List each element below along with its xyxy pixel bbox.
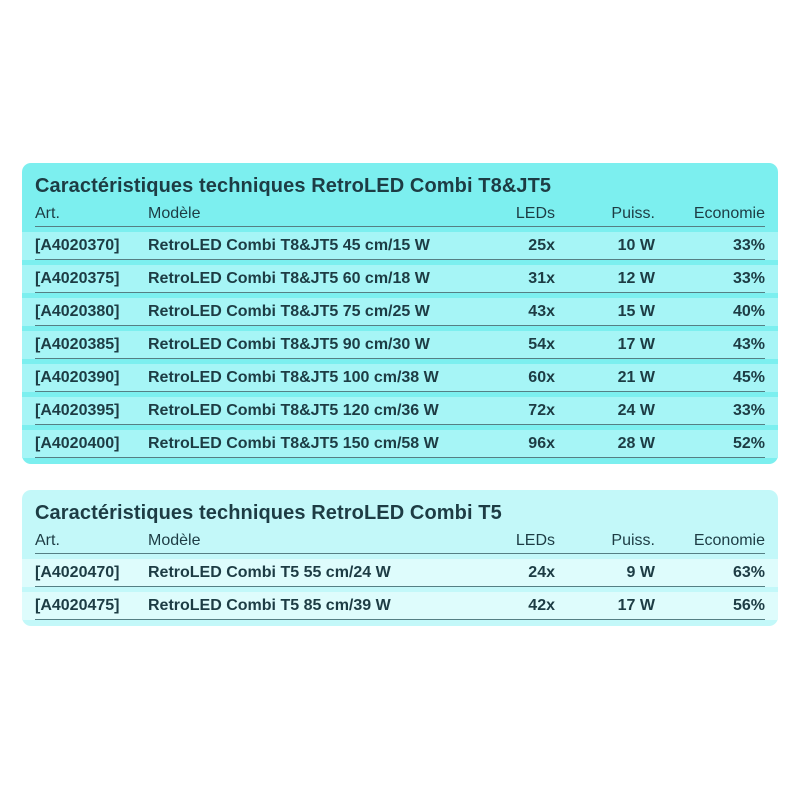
cell-model: RetroLED Combi T8&JT5 75 cm/25 W [148, 303, 430, 320]
cell-model: RetroLED Combi T8&JT5 100 cm/38 W [148, 369, 439, 386]
table-row [22, 298, 778, 326]
cell-eco: 43% [732, 336, 765, 353]
table-row [22, 559, 778, 587]
cell-leds: 42x [528, 597, 555, 614]
table-body [35, 559, 765, 620]
column-header-economie: Economie [693, 532, 765, 549]
cell-leds: 31x [528, 270, 555, 287]
table-row [22, 430, 778, 458]
cell-leds: 43x [528, 303, 555, 320]
cell-art: [A4020385] [35, 336, 120, 353]
table-body [35, 232, 765, 458]
cell-art: [A4020470] [35, 564, 120, 581]
column-header-model: Modèle [148, 532, 201, 549]
table-title: Caractéristiques techniques RetroLED Combi T8&JT5 [35, 175, 552, 197]
table-row [22, 265, 778, 293]
cell-art: [A4020370] [35, 237, 120, 254]
spec-table-t8jt5 [22, 163, 778, 464]
cell-eco: 33% [732, 237, 765, 254]
cell-model: RetroLED Combi T8&JT5 90 cm/30 W [148, 336, 430, 353]
table-title: Caractéristiques techniques RetroLED Combi T5 [35, 502, 502, 524]
cell-art: [A4020390] [35, 369, 120, 386]
cell-puiss: 21 W [617, 369, 655, 386]
column-header-puiss: Puiss. [611, 205, 655, 222]
cell-leds: 60x [528, 369, 555, 386]
cell-puiss: 28 W [617, 435, 655, 452]
cell-model: RetroLED Combi T8&JT5 120 cm/36 W [148, 402, 439, 419]
column-header-art: Art. [35, 205, 60, 222]
table-header-row [35, 528, 765, 554]
cell-model: RetroLED Combi T8&JT5 45 cm/15 W [148, 237, 430, 254]
cell-eco: 40% [732, 303, 765, 320]
cell-art: [A4020400] [35, 435, 120, 452]
column-header-leds: LEDs [515, 532, 555, 549]
cell-art: [A4020475] [35, 597, 120, 614]
cell-puiss: 10 W [617, 237, 655, 254]
cell-model: RetroLED Combi T5 85 cm/39 W [148, 597, 391, 614]
table-header-row [35, 201, 765, 227]
cell-model: RetroLED Combi T8&JT5 60 cm/18 W [148, 270, 430, 287]
cell-leds: 96x [528, 435, 555, 452]
column-header-art: Art. [35, 532, 60, 549]
cell-puiss: 17 W [617, 597, 655, 614]
cell-eco: 45% [732, 369, 765, 386]
table-row [22, 397, 778, 425]
spec-sheet [22, 163, 778, 626]
cell-model: RetroLED Combi T8&JT5 150 cm/58 W [148, 435, 439, 452]
cell-eco: 33% [732, 402, 765, 419]
cell-leds: 24x [528, 564, 555, 581]
cell-art: [A4020380] [35, 303, 120, 320]
cell-eco: 56% [732, 597, 765, 614]
cell-leds: 72x [528, 402, 555, 419]
spec-table-t5 [22, 490, 778, 626]
cell-leds: 25x [528, 237, 555, 254]
cell-eco: 63% [732, 564, 765, 581]
cell-puiss: 12 W [617, 270, 655, 287]
cell-art: [A4020395] [35, 402, 120, 419]
column-header-economie: Economie [693, 205, 765, 222]
table-row [22, 232, 778, 260]
cell-art: [A4020375] [35, 270, 120, 287]
table-row [22, 364, 778, 392]
cell-puiss: 24 W [617, 402, 655, 419]
column-header-leds: LEDs [515, 205, 555, 222]
cell-puiss: 9 W [626, 564, 655, 581]
table-row [22, 331, 778, 359]
cell-model: RetroLED Combi T5 55 cm/24 W [148, 564, 391, 581]
cell-puiss: 15 W [617, 303, 655, 320]
table-row [22, 592, 778, 620]
column-header-model: Modèle [148, 205, 201, 222]
cell-eco: 52% [732, 435, 765, 452]
column-header-puiss: Puiss. [611, 532, 655, 549]
cell-leds: 54x [528, 336, 555, 353]
cell-puiss: 17 W [617, 336, 655, 353]
cell-eco: 33% [732, 270, 765, 287]
